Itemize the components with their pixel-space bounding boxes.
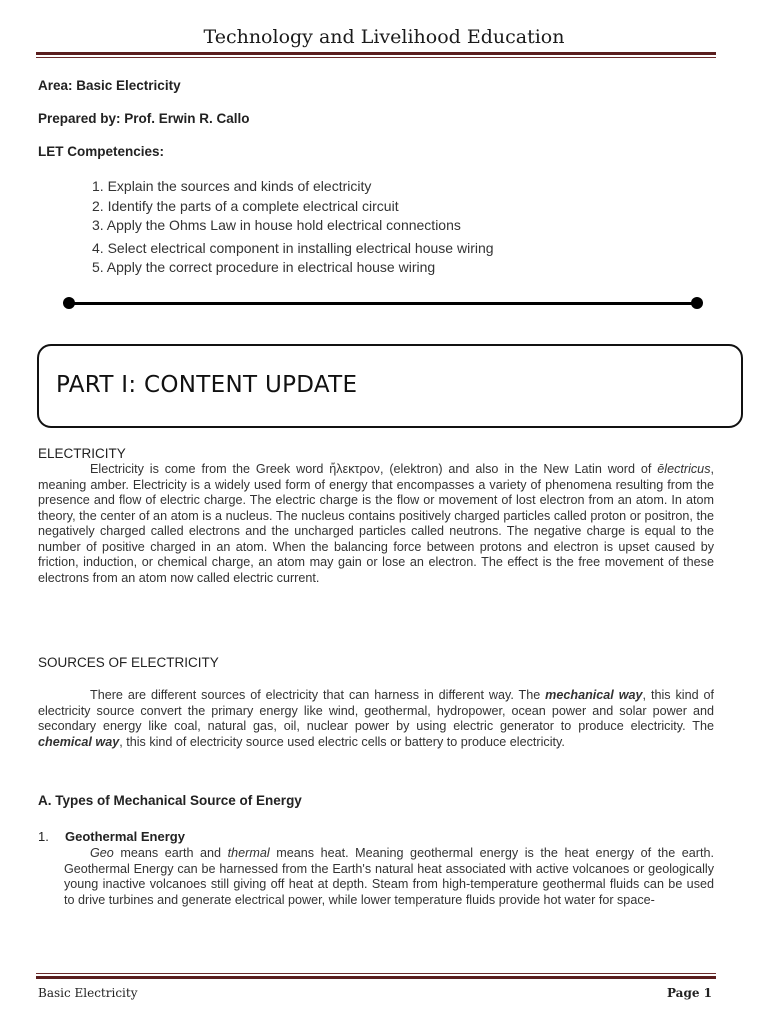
- competency-item: 2. Identify the parts of a complete electrical circuit: [92, 197, 399, 214]
- area-label: Area: Basic Electricity: [38, 78, 181, 93]
- competency-item: 5. Apply the correct procedure in electrical house wiring: [92, 259, 436, 276]
- competency-item: 4. Select electrical component in installing electrical house wiring: [92, 239, 494, 256]
- page-number: Page 1: [666, 986, 712, 1000]
- document-header-title: Technology and Livelihood Education: [203, 26, 565, 48]
- footer-rule-thin: [36, 973, 716, 974]
- section-divider: [63, 297, 703, 309]
- header-rule: [36, 52, 716, 55]
- header-rule-thin: [36, 57, 716, 58]
- prepared-by-label: Prepared by: Prof. Erwin R. Callo: [38, 111, 250, 126]
- competencies-label: LET Competencies:: [38, 144, 165, 159]
- types-heading: A. Types of Mechanical Source of Energy: [38, 793, 302, 808]
- electricity-paragraph: Electricity is come from the Greek word ἤλεκτρον, (elektron) and also in the New Latin word of ēlectricus, meaning amber. Electricity is a widely used form of energy that encompasses a variety of phenomena resulting from the presence and flow of electric charge. The electric charge is the flow or movement of lost electron from an atom. In atom theory, the center of an atom is a nucleus. The nucleus contains positively charged particles called proton or positron, the negatively charged called electrons and the uncharged particles called neutrons. The negative charge is equal to the number of positive charged in an atom. When the balancing force between protons and electron is upset caused by friction, induction, or chemical charge, an atom may gain or lose an electron. The effect is the free movement of these electrons from an atom now called electric current.: [38, 462, 714, 585]
- divider-right-dot: [691, 297, 703, 309]
- sources-paragraph: There are different sources of electricity that can harness in different way. The mechanical way, this kind of electricity source convert the primary energy like wind, geothermal, hydropower, ocean power and solar power and secondary energy like coal, natural gas, oil, nuclear power by using electric generator to produce electricity. The chemical way, this kind of electricity source used electric cells or battery to produce electricity.: [38, 688, 715, 749]
- competency-item: 1. Explain the sources and kinds of electricity: [92, 178, 372, 194]
- footer-rule: [36, 976, 716, 979]
- part-title: PART I: CONTENT UPDATE: [56, 372, 358, 398]
- electricity-heading: ELECTRICITY: [38, 446, 126, 461]
- divider-left-dot: [63, 297, 75, 309]
- competency-list: [92, 177, 494, 278]
- competency-item: 3. Apply the Ohms Law in house hold electrical connections: [92, 217, 461, 234]
- geothermal-paragraph: Geo means earth and thermal means heat. Meaning geothermal energy is the heat energy of the earth. Geothermal Energy can be harnessed from the Earth's natural heat associated with active volcanoes or geologically young inactive volcanoes still giving off heat at depth. Steam from high-temperature geothermal fluids can be used to drive turbines and generate electrical power, while lower temperature fluids provide hot water for space-: [64, 846, 715, 907]
- footer-left-text: Basic Electricity: [38, 986, 138, 1000]
- part-title-box: [37, 344, 743, 428]
- geothermal-item-title: 1. Geothermal Energy: [38, 829, 185, 844]
- sources-heading: SOURCES OF ELECTRICITY: [38, 655, 219, 670]
